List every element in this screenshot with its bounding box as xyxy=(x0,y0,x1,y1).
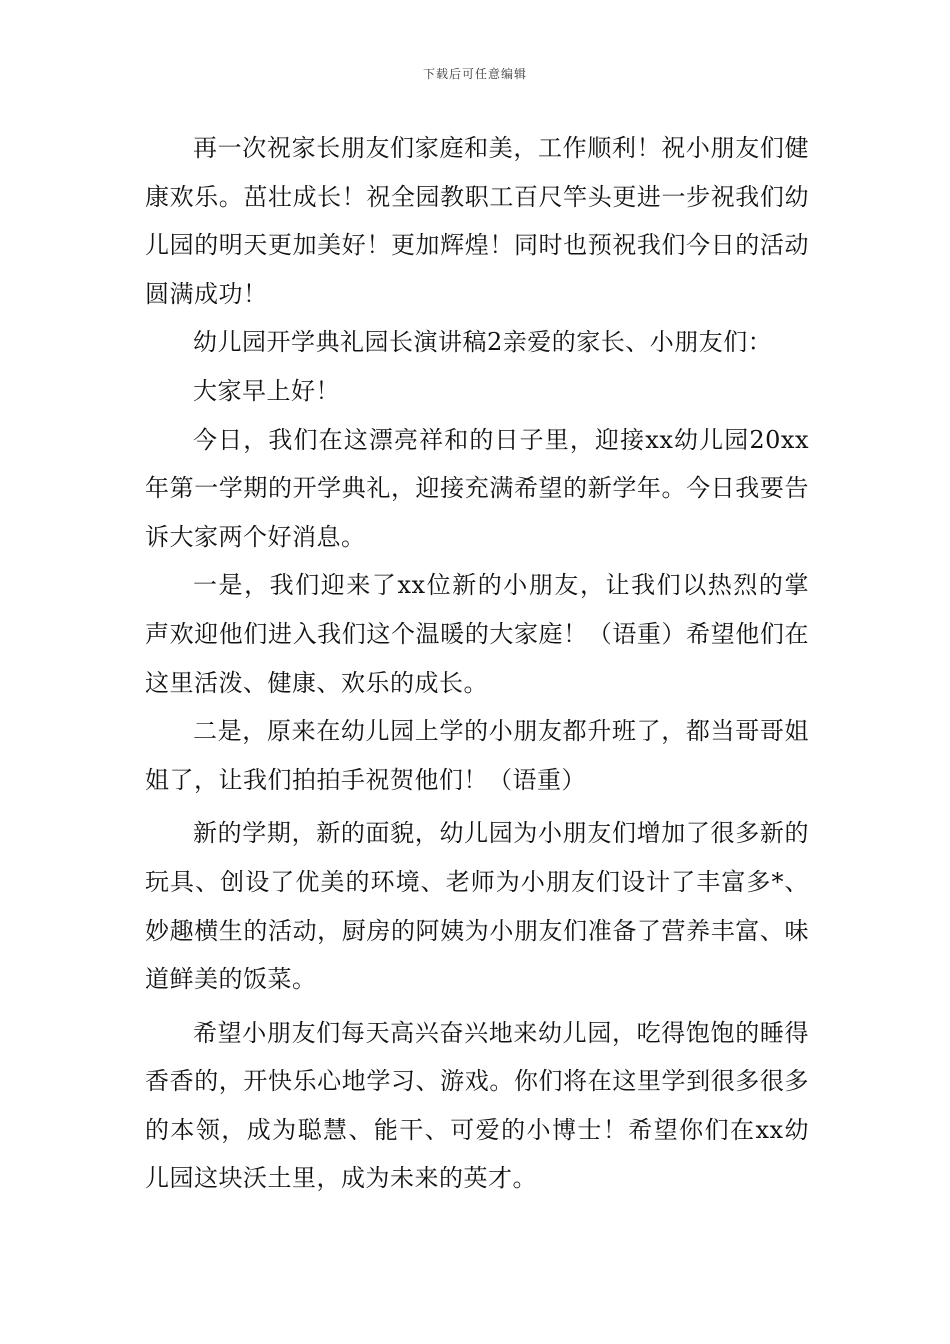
paragraph-hopes: 希望小朋友们每天高兴奋兴地来幼儿园，吃得饱饱的睡得香香的，开快乐心地学习、游戏。你们将在这里学到很多很多的本领，成为聪慧、能干、可爱的小博士！希望你们在xx幼儿园这块沃土里，成为未来的英才。 xyxy=(145,1018,809,1193)
page-header-note: 下载后可任意编辑 xyxy=(422,67,527,81)
paragraph-new-semester: 新的学期，新的面貌，幼儿园为小朋友们增加了很多新的玩具、创设了优美的环境、老师为小朋友们设计了丰富多*、妙趣横生的活动，厨房的阿姨为小朋友们准备了营养丰富、味道鲜美的饭菜。 xyxy=(145,819,809,994)
paragraph-news-one: 一是，我们迎来了xx位新的小朋友，让我们以热烈的掌声欢迎他们进入我们这个温暖的大家庭！（语重）希望他们在这里活泼、健康、欢乐的成长。 xyxy=(145,571,809,697)
paragraph-greeting: 大家早上好！ xyxy=(193,376,340,405)
paragraph-opening: 今日，我们在这漂亮祥和的日子里，迎接xx幼儿园20xx年第一学期的开学典礼，迎接充满希望的新学年。今日我要告诉大家两个好消息。 xyxy=(145,425,809,551)
document-body xyxy=(145,124,809,1203)
paragraph-closing-wishes: 再一次祝家长朋友们家庭和美，工作顺利！祝小朋友们健康欢乐。茁壮成长！祝全园教职工百尺竿头更进一步祝我们幼儿园的明天更加美好！更加辉煌！同时也预祝我们今日的活动圆满成功！ xyxy=(145,134,809,308)
paragraph-speech-title: 幼儿园开学典礼园长演讲稿2亲爱的家长、小朋友们： xyxy=(193,328,773,357)
paragraph-news-two: 二是，原来在幼儿园上学的小朋友都升班了，都当哥哥姐姐了，让我们拍拍手祝贺他们！（语重） xyxy=(145,717,809,794)
